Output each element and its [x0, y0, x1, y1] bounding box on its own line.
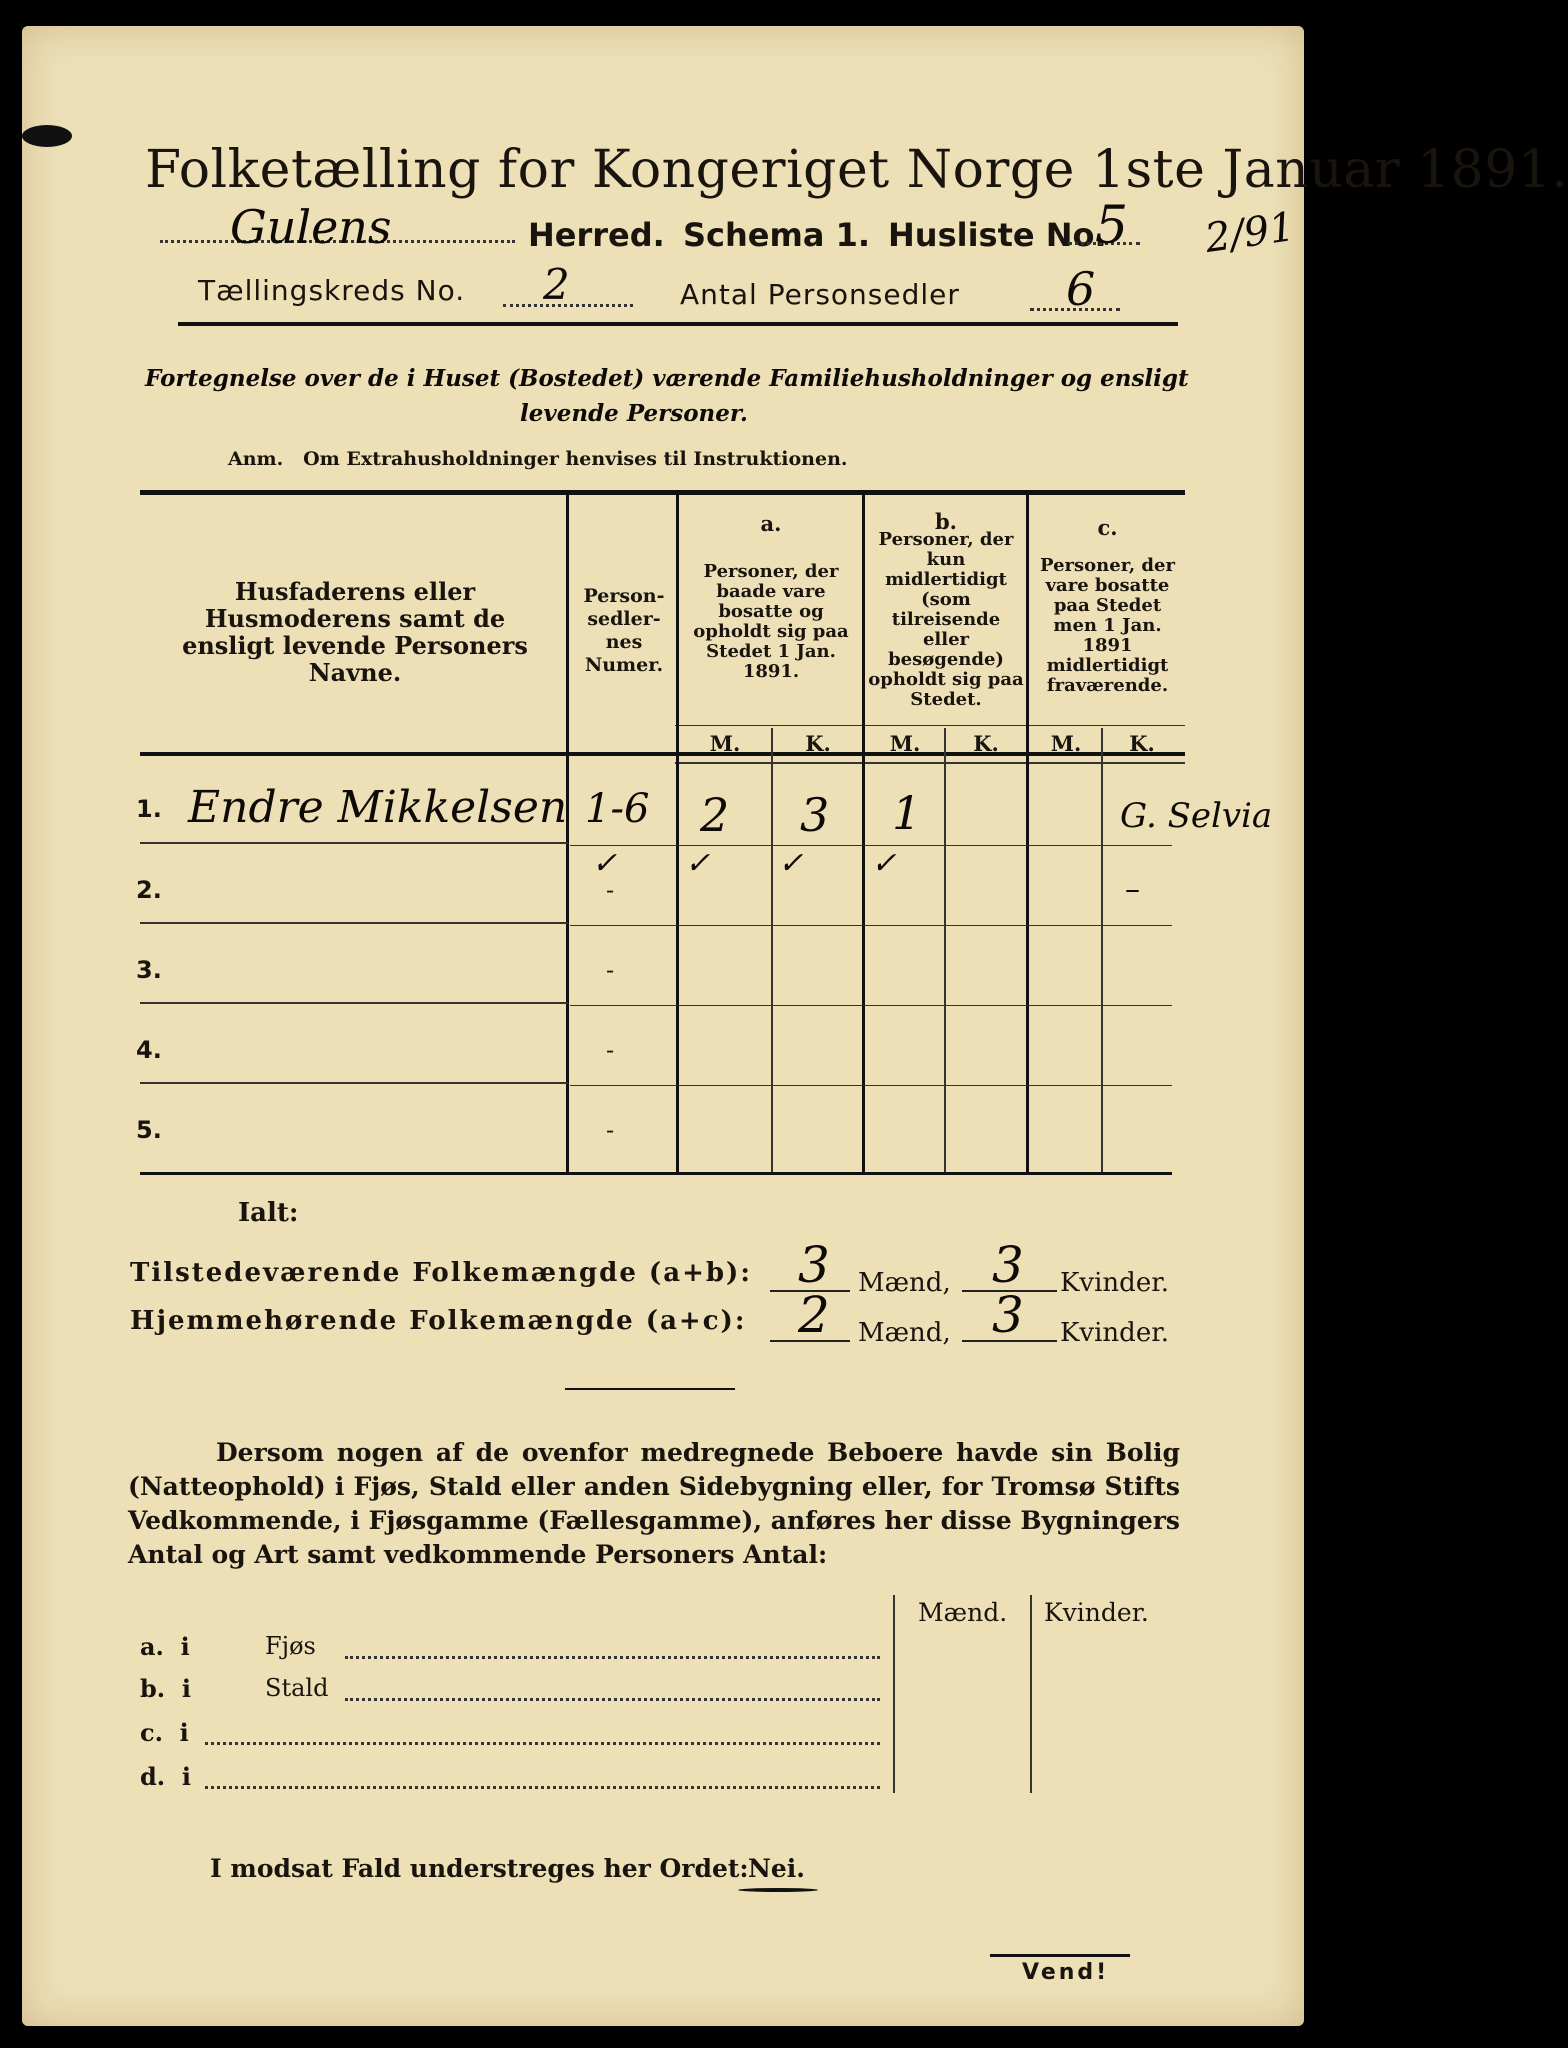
item-label: d. i [140, 1762, 191, 1791]
subhead-b-k: K. [973, 731, 999, 756]
kreds-line [198, 260, 1158, 318]
header-names: Husfaderens eller Husmoderens samt de ensligt levende Personers Navne. [182, 577, 528, 687]
row-number: 1. [136, 795, 162, 823]
row-num: - [606, 1036, 615, 1064]
ialt-label: Ialt: [238, 1198, 299, 1228]
header-c: Personer, der vare bosatte paa Stedet men 1 Jan. 1891 midlertidigt fraværende. [1040, 555, 1175, 696]
row-num: - [606, 956, 615, 984]
form-title: Folketælling for Kongeriget Norge 1ste Januar 1891. [145, 140, 1568, 200]
husliste-label: Husliste No. [888, 216, 1107, 254]
item-text: Fjøs [265, 1632, 316, 1660]
subhead-a-k: K. [805, 731, 831, 756]
hjemme-kvinder-word: Kvinder. [1060, 1318, 1170, 1348]
personsedler-label: Antal Personsedler [680, 278, 960, 311]
subhead-b-m: M. [889, 731, 921, 756]
subhead-a-m: M. [709, 731, 741, 756]
row-number: 5. [136, 1116, 162, 1144]
item-label: b. i [140, 1674, 191, 1703]
intro-line2: levende Personer. [520, 400, 748, 427]
header-c-letter: c. [1097, 515, 1118, 540]
row-a-k: 3 [800, 788, 830, 842]
row-name: Endre Mikkelsen [188, 782, 568, 833]
row-c-k: G. Selvia [1120, 796, 1273, 836]
intro-line1: Fortegnelse over de i Huset (Bostedet) værende Familiehusholdninger og ensligt [145, 365, 1189, 392]
hjemme-maend: 2 [798, 1286, 830, 1344]
checkmarks: ✓✓✓✓ [592, 846, 965, 881]
kreds-label: Tællingskreds No. [198, 274, 466, 307]
kreds-value: 2 [543, 260, 570, 309]
header-a: Personer, der baade vare bosatte og opholdt sig paa Stedet 1 Jan. 1891. [693, 561, 849, 682]
footer-paragraph: Dersom nogen af de ovenfor medregnede Beboere havde sin Bolig (Natteophold) i Fjøs, Stald eller anden Sidebygning eller, for Tromsø Stifts Vedkommende, i Fjøsgamme (Fællesgamme), anføres her disse Bygningers Antal og Art samt vedkommende Personers Antal: [128, 1438, 1180, 1569]
table-bottom-rule [140, 1172, 1172, 1175]
tilstede-kvinder: 3 [992, 1236, 1024, 1294]
maend-column-head: Mænd. [918, 1598, 1008, 1627]
schema-label: Schema 1. [683, 216, 870, 254]
personsedler-value: 6 [1066, 262, 1096, 316]
item-label: a. i [140, 1632, 190, 1661]
tilstede-maend-word: Mænd, [858, 1268, 951, 1298]
tilstede-kvinder-word: Kvinder. [1060, 1268, 1170, 1298]
row-number: 4. [136, 1036, 162, 1064]
margin-note: 2/91 [1202, 203, 1298, 263]
tilstede-maend: 3 [798, 1236, 830, 1294]
header-rule [178, 322, 1178, 326]
vend-rule [990, 1954, 1130, 1957]
nei-underline [738, 1888, 818, 1892]
header-b: Personer, der kun midlertidigt (som tilreisende eller besøgende) opholdt sig paa Stedet. [868, 529, 1024, 710]
nei-word: Nei. [748, 1854, 805, 1883]
row-number: 3. [136, 956, 162, 984]
kvinder-column-head: Kvinder. [1044, 1598, 1149, 1627]
item-label: c. i [140, 1718, 189, 1747]
census-form-page [22, 26, 1304, 2026]
tilstede-label: Tilstedeværende Folkemængde (a+b): [130, 1258, 752, 1288]
vend-text: Vend! [1022, 1960, 1110, 1985]
herred-label: Herred. [528, 216, 665, 254]
short-divider [565, 1388, 735, 1390]
header-numer: Person-sedler-nes Numer. [583, 585, 665, 676]
dash-mark: – [1125, 872, 1140, 907]
row-num: - [606, 876, 615, 904]
row-number: 2. [136, 876, 162, 904]
header-b-letter: b. [935, 509, 957, 534]
subhead-c-m: M. [1050, 731, 1082, 756]
herred-value: Gulens [230, 200, 392, 254]
ink-blot [22, 125, 72, 147]
row-num: - [606, 1116, 615, 1144]
hjemme-kvinder: 3 [992, 1286, 1024, 1344]
husliste-value: 5 [1095, 196, 1129, 256]
hjemme-label: Hjemmehørende Folkemængde (a+c): [130, 1306, 747, 1336]
item-text: Stald [265, 1674, 329, 1702]
hjemme-maend-word: Mænd, [858, 1318, 951, 1348]
subhead-c-k: K. [1129, 731, 1155, 756]
row-b-m: 1 [892, 786, 922, 840]
anm-note: Anm. Om Extrahusholdninger henvises til Instruktionen. [228, 448, 848, 470]
row-num: 1-6 [585, 786, 650, 832]
row-a-m: 2 [700, 788, 730, 842]
header-a-letter: a. [760, 511, 782, 536]
herred-line [160, 196, 1160, 262]
modsat-text: I modsat Fald understreges her Ordet: [210, 1854, 749, 1883]
